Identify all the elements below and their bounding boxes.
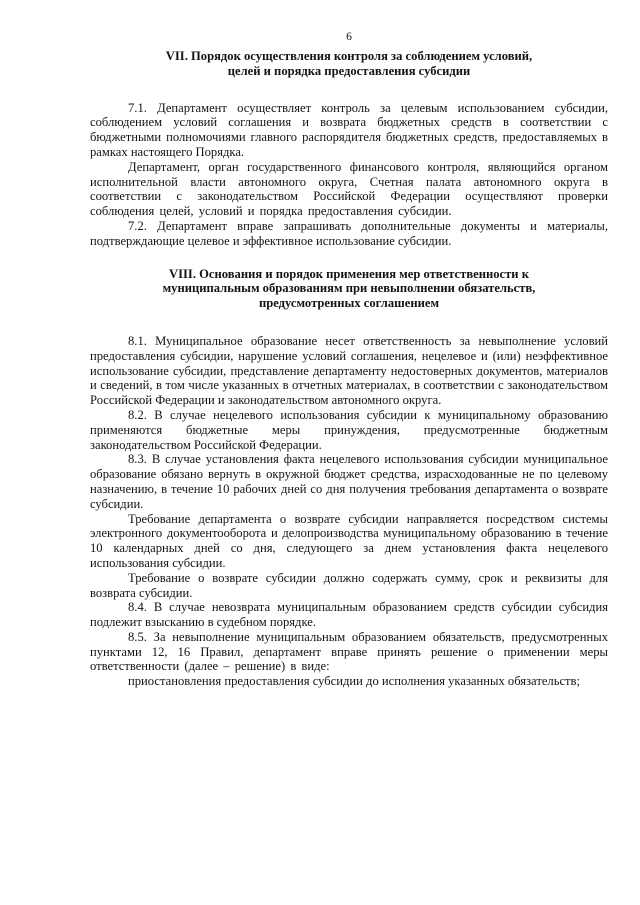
paragraph-8-1: 8.1. Муниципальное образование несет ответственность за невыполнение условий предоставления субсидии, нарушение условий соглашения, нецелевое и (или) неэффективное использование субсидии, представление департаменту недостоверных документов, материалов и сведений, в том числе указанных в отчетных материалах, в соответствии с законодательством Российской Федерации и законодательством автономного округа. bbox=[90, 333, 608, 408]
paragraph-8-5-suspension: приостановления предоставления субсидии до исполнения указанных обязательств; bbox=[128, 674, 580, 689]
section-7-heading bbox=[90, 49, 608, 79]
section-8-heading-line-2: муниципальным образованиям при невыполнении обязательств, bbox=[162, 281, 536, 296]
paragraph-7-1: 7.1. Департамент осуществляет контроль за целевым использованием субсидии, соблюдением условий соглашения и возврата бюджетных средств в соответствии с бюджетными полномочиями главного распорядителя бюджетных средств, предоставляемых в рамках настоящего Порядка. bbox=[90, 100, 608, 159]
paragraph-8-4: 8.4. В случае невозврата муниципальным образованием средств субсидии субсидия подлежит взысканию в судебном порядке. bbox=[90, 600, 608, 630]
paragraph-8-3-requirement-content: Требование о возврате субсидии должно содержать сумму, срок и реквизиты для возврата субсидии. bbox=[90, 570, 608, 600]
paragraph-8-5: 8.5. За невыполнение муниципальным образованием обязательств, предусмотренных пунктами 12, 16 Правил, департамент вправе принять решение о применении меры ответственности (далее – решение) в виде: bbox=[90, 629, 608, 674]
paragraph-7-2: 7.2. Департамент вправе запрашивать дополнительные документы и материалы, подтверждающие целевое и эффективное использование субсидии. bbox=[90, 218, 608, 248]
section-8-heading bbox=[90, 267, 608, 311]
paragraph-8-2: 8.2. В случае нецелевого использования субсидии к муниципальному образованию применяются бюджетные меры принуждения, предусмотренные бюджетным законодательством Российской Федерации. bbox=[90, 407, 608, 452]
section-7-heading-line-2: целей и порядка предоставления субсидии bbox=[227, 63, 471, 78]
paragraph-7-1-department: Департамент, орган государственного финансового контроля, являющийся органом исполнительной власти автономного округа, Счетная палата автономного округа в соответствии с законодательством Российской Федерации осуществляют проверки соблюдения целей, условий и порядка предоставления субсидии. bbox=[90, 159, 608, 219]
document-page bbox=[90, 30, 608, 689]
section-7-heading-line-1: VII. Порядок осуществления контроля за соблюдением условий, bbox=[165, 49, 533, 63]
page-number: 6 bbox=[346, 31, 352, 43]
section-8-heading-line-3: предусмотренных соглашением bbox=[258, 296, 440, 311]
paragraph-8-3: 8.3. В случае установления факта нецелевого использования субсидии муниципальное образование обязано вернуть в окружной бюджет средства, израсходованные не по целевому назначению, в течение 10 рабочих дней со дня получения требования департамента о возврате субсидии. bbox=[90, 452, 608, 511]
section-8-heading-line-1: VIII. Основания и порядок применения мер ответственности к bbox=[169, 266, 529, 281]
paragraph-8-3-requirement: Требование департамента о возврате субсидии направляется посредством системы электронного документооборота и делопроизводства муниципальному образованию в течение 10 календарных дней со дня, следующего за днем установления факта нецелевого использования субсидии. bbox=[90, 511, 608, 570]
